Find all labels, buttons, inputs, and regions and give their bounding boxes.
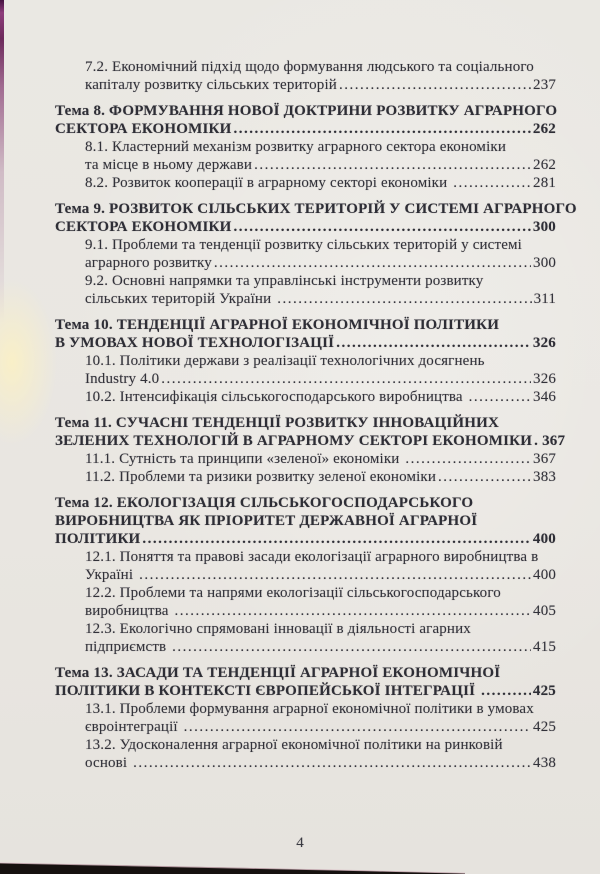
dot-leader	[405, 450, 531, 468]
toc-entry-text: ПОЛІТИКИ В КОНТЕКСТІ ЄВРОПЕЙСЬКОЇ ІНТЕГРАЦІЇ	[55, 683, 480, 699]
toc-entry-text: Industry 4.0	[85, 371, 160, 387]
dot-leader	[438, 468, 531, 486]
toc-entry-line: Тема 12. ЕКОЛОГІЗАЦІЯ СІЛЬСЬКОГОСПОДАРСЬКОГО	[55, 495, 474, 511]
toc-entry-text: ПОЛІТИКИ	[55, 531, 141, 547]
dot-leader	[133, 754, 531, 772]
toc-entry-last-line	[55, 566, 556, 584]
toc-entry-page-number: 400	[532, 531, 556, 547]
dot-leader	[214, 254, 531, 272]
toc-entry-text: 11.1. Сутність та принципи «зеленої» економіки	[85, 451, 404, 467]
dot-leader	[534, 432, 540, 450]
toc-entry-last-line	[55, 530, 556, 548]
toc-entry-last-line	[55, 334, 556, 352]
toc-entry-last-line	[55, 254, 556, 272]
dot-leader	[481, 682, 531, 700]
toc-entry-text: Україні	[85, 567, 138, 583]
toc-entry-page-number: 237	[533, 77, 556, 93]
toc-entry-page-number: 367	[533, 451, 556, 467]
toc-sub-entry	[55, 174, 556, 192]
table-of-contents	[55, 58, 577, 772]
toc-entry-page-number: 367	[542, 433, 566, 449]
dot-leader	[336, 334, 531, 352]
toc-theme-entry	[55, 102, 556, 138]
toc-entry-text: В УМОВАХ НОВОЇ ТЕХНОЛОГІЗАЦІЇ	[55, 335, 335, 351]
toc-entry-last-line	[55, 120, 556, 138]
toc-entry-page-number: 425	[532, 683, 556, 699]
toc-entry-line: 12.1. Поняття та правові засади екологізації аграрного виробництва в	[85, 549, 539, 565]
toc-entry-text: основі	[85, 755, 132, 771]
toc-entry-line: 8.1. Кластерний механізм розвитку аграрного сектора економіки	[85, 139, 507, 155]
dot-leader	[161, 370, 531, 388]
toc-entry-page-number: 383	[533, 469, 556, 485]
toc-entry-page-number: 400	[533, 567, 556, 583]
dot-leader	[277, 290, 531, 308]
toc-entry-line: Тема 13. ЗАСАДИ ТА ТЕНДЕНЦІЇ АГРАРНОЇ ЕКОНОМІЧНОЇ	[55, 665, 501, 681]
dot-leader	[172, 638, 531, 656]
dot-leader	[139, 566, 531, 584]
page-bottom-shadow-edge	[0, 856, 600, 874]
toc-entry-text: сільських територій України	[85, 291, 276, 307]
toc-entry-last-line	[55, 754, 556, 772]
toc-entry-page-number: 415	[533, 639, 556, 655]
toc-entry-page-number: 346	[533, 389, 556, 405]
toc-entry-last-line	[55, 602, 556, 620]
toc-sub-entry	[55, 138, 556, 174]
toc-entry-page-number: 326	[532, 335, 556, 351]
toc-entry-line: 9.1. Проблеми та тенденції розвитку сільських територій у системі	[85, 237, 522, 253]
toc-sub-entry	[55, 548, 556, 584]
toc-sub-entry	[55, 388, 556, 406]
toc-sub-entry	[55, 700, 556, 736]
toc-entry-page-number: 438	[533, 755, 556, 771]
dot-leader	[453, 174, 531, 192]
toc-sub-entry	[55, 584, 556, 620]
toc-entry-last-line	[55, 76, 556, 94]
toc-sub-entry	[55, 352, 556, 388]
toc-sub-entry	[55, 272, 556, 308]
toc-entry-last-line	[55, 370, 556, 388]
toc-entry-text: СЕКТОРА ЕКОНОМІКИ	[55, 121, 232, 137]
toc-entry-page-number: 300	[533, 255, 556, 271]
toc-entry-line: 10.1. Політики держави з реалізації технологічних досягнень	[85, 353, 485, 369]
toc-entry-page-number: 262	[532, 121, 556, 137]
toc-entry-last-line	[55, 718, 556, 736]
toc-entry-line: 13.2. Удосконалення аграрної економічної політики на ринковій	[85, 737, 503, 753]
toc-entry-text: та місце в ньому держави	[85, 157, 253, 173]
toc-theme-entry	[55, 414, 566, 450]
toc-entry-line: 7.2. Економічний підхід щодо формування людського та соціального	[85, 59, 534, 75]
toc-sub-entry	[55, 468, 556, 486]
toc-entry-line: 12.2. Проблеми та напрями екологізації сільськогосподарського	[85, 585, 501, 601]
toc-entry-text: ЗЕЛЕНИХ ТЕХНОЛОГІЙ В АГРАРНОМУ СЕКТОРІ ЕКОНОМІКИ	[55, 433, 533, 449]
toc-entry-text: СЕКТОРА ЕКОНОМІКИ	[55, 219, 232, 235]
toc-entry-last-line	[55, 218, 556, 236]
toc-entry-line: Тема 11. СУЧАСНІ ТЕНДЕНЦІЇ РОЗВИТКУ ІННОВАЦІЙНИХ	[55, 415, 500, 431]
toc-entry-line: 12.3. Екологічно спрямовані інновації в діяльності агарних	[85, 621, 471, 637]
toc-entry-page-number: 326	[533, 371, 556, 387]
dot-leader	[142, 530, 530, 548]
toc-entry-line: Тема 10. ТЕНДЕНЦІЇ АГРАРНОЇ ЕКОНОМІЧНОЇ ПОЛІТИКИ	[55, 317, 500, 333]
toc-sub-entry	[55, 620, 556, 656]
toc-entry-line: Тема 9. РОЗВИТОК СІЛЬСЬКИХ ТЕРИТОРІЙ У СИСТЕМІ АГРАРНОГО	[55, 201, 577, 217]
dot-leader	[469, 388, 531, 406]
toc-sub-entry	[55, 736, 556, 772]
toc-entry-last-line	[55, 432, 566, 450]
toc-entry-last-line	[55, 290, 556, 308]
toc-entry-line: Тема 8. ФОРМУВАННЯ НОВОЇ ДОКТРИНИ РОЗВИТКУ АГРАРНОГО	[55, 103, 558, 119]
dot-leader	[233, 218, 530, 236]
toc-theme-entry	[55, 200, 577, 236]
toc-entry-last-line	[55, 638, 556, 656]
toc-entry-page-number: 311	[533, 291, 556, 307]
dot-leader	[184, 718, 531, 736]
toc-entry-page-number: 405	[533, 603, 556, 619]
toc-entry-text: 8.2. Розвиток кооперації в аграрному секторі економіки	[85, 175, 452, 191]
toc-entry-page-number: 425	[533, 719, 556, 735]
toc-entry-text: євроінтеграції	[85, 719, 182, 735]
toc-entry-text: підприємств	[85, 639, 171, 655]
toc-theme-entry	[55, 664, 556, 700]
toc-entry-text: аграрного розвитку	[85, 255, 212, 271]
dot-leader	[339, 76, 531, 94]
toc-theme-entry	[55, 316, 556, 352]
toc-entry-text: виробництва	[85, 603, 173, 619]
toc-entry-text: капіталу розвитку сільських територій	[85, 77, 337, 93]
toc-theme-entry	[55, 494, 556, 548]
toc-sub-entry	[55, 236, 556, 272]
toc-entry-last-line	[55, 156, 556, 174]
toc-sub-entry	[55, 58, 556, 94]
book-spine-edge	[0, 0, 4, 430]
toc-sub-entry	[55, 450, 556, 468]
toc-entry-last-line	[55, 450, 556, 468]
toc-entry-last-line	[55, 468, 556, 486]
dot-leader	[174, 602, 531, 620]
toc-entry-page-number: 300	[532, 219, 556, 235]
toc-entry-last-line	[55, 388, 556, 406]
toc-entry-line: 9.2. Основні напрямки та управлінські інструменти розвитку	[85, 273, 484, 289]
toc-entry-last-line	[55, 174, 556, 192]
toc-entry-last-line	[55, 682, 556, 700]
dot-leader	[254, 156, 531, 174]
page-number: 4	[296, 835, 304, 851]
dot-leader	[233, 120, 530, 138]
toc-entry-line: 13.1. Проблеми формування аграрної економічної політики в умовах	[85, 701, 534, 717]
toc-entry-page-number: 262	[533, 157, 556, 173]
toc-entry-line: ВИРОБНИЦТВА ЯК ПРІОРИТЕТ ДЕРЖАВНОЇ АГРАРНОЇ	[55, 513, 478, 529]
toc-entry-page-number: 281	[533, 175, 556, 191]
toc-entry-text: 10.2. Інтенсифікація сільськогосподарського виробництва	[85, 389, 467, 405]
toc-entry-text: 11.2. Проблеми та ризики розвитку зеленої економіки	[85, 469, 437, 485]
